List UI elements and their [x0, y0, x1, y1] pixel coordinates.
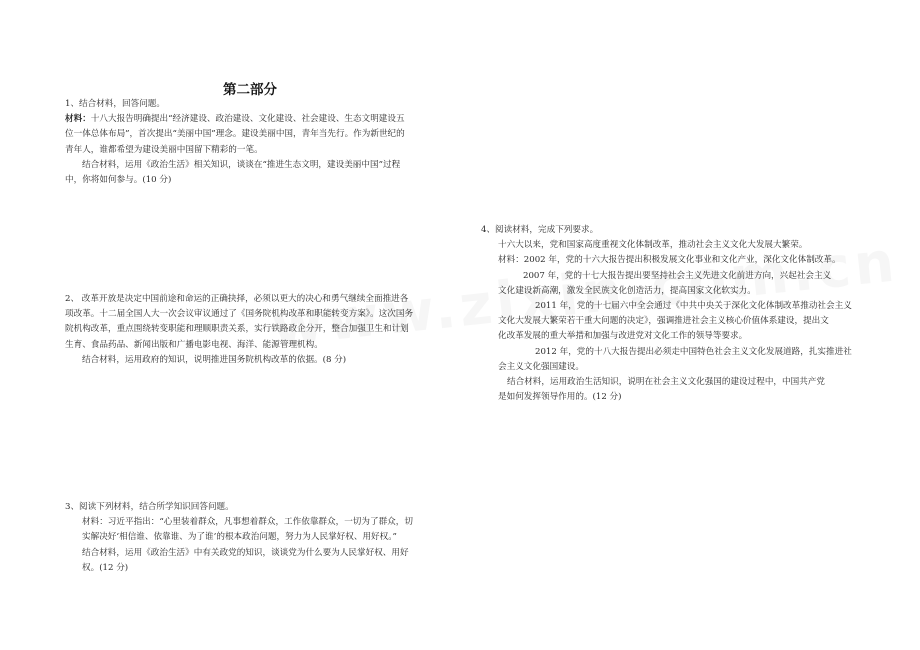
q3-line-3: 结合材料，运用《政治生活》中有关政党的知识，谈谈党为什么要为人民掌好权、用好 — [82, 547, 409, 558]
q1-material-line-2: 位一体总体布局”，首次提出“美丽中国”理念。建设美丽中国，青年当先行。作为新世纪的 — [65, 129, 405, 140]
q4-material-2002: 材料：2002 年，党的十六大报告提出积极发展文化事业和文化产业，深化文化体制改革。 — [498, 255, 841, 266]
q1-material-text: 十八大报告明确提出“经济建设、政治建设、文化建设、社会建设、生态文明建设五 — [90, 114, 405, 125]
q4-material-2012-line-2: 会主义文化强国建设。 — [498, 361, 584, 372]
q3-line-2: 实解决好‘相信谁、依靠谁、为了谁’的根本政治问题，努力为人民掌好权、用好权。” — [82, 532, 397, 543]
q1-material-label: 材料： — [65, 114, 91, 125]
section-title: 第二部分 — [223, 82, 277, 98]
question-2 — [65, 292, 413, 368]
question-3 — [65, 500, 413, 576]
q1-prompt-line-2: 中，你将如何参与。(10 分) — [65, 175, 172, 186]
q4-intro: 十六大以来，党和国家高度重视文化体制改革，推动社会主义文化大发展大繁荣。 — [498, 240, 808, 251]
q2-line-2: 项改革。十二届全国人大一次会议审议通过了《国务院机构改革和职能转变方案》。这次国务 — [65, 309, 414, 320]
q4-material-2012-line-1: 2012 年，党的十八大报告提出必须走中国特色社会主义文化发展道路，扎实推进社 — [535, 346, 852, 357]
q4-prompt-line-2: 是如何发挥领导作用的。(12 分) — [498, 392, 622, 403]
q4-material-2007-line-2: 文化建设新高潮，激发全民族文化创造活力，提高国家文化软实力。 — [498, 285, 756, 296]
q4-material-2011-line-3: 化改革发展的重大举措和加强与改进党对文化工作的领导等要求。 — [498, 331, 748, 342]
question-1 — [65, 97, 405, 188]
q3-heading: 3、阅读下列材料，结合所学知识回答问题。 — [65, 502, 234, 512]
q4-material-2007-line-1: 2007 年，党的十七大报告提出要坚持社会主义先进文化前进方向，兴起社会主义 — [523, 270, 832, 281]
q4-material-2011-line-2: 文化大发展大繁荣若干重大问题的决定》，强调推进社会主义核心价值体系建设，提出文 — [498, 316, 829, 327]
q4-material-2011-line-1: 2011 年，党的十七届六中全会通过《中共中央关于深化文化体制改革推动社会主义 — [535, 301, 852, 312]
q4-heading: 4、阅读材料，完成下列要求。 — [481, 225, 599, 235]
q2-prompt: 结合材料，运用政府的知识，说明推进国务院机构改革的依据。(8 分) — [82, 354, 347, 365]
q2-line-1: 2、 改革开放是决定中国前途和命运的正确抉择，必须以更大的决心和勇气继续全面推进各 — [65, 294, 409, 304]
q2-line-3: 院机构改革，重点围绕转变职能和理顺职责关系，实行铁路政企分开，整合加强卫生和计划 — [65, 324, 409, 335]
q1-material-line-1 — [65, 112, 405, 127]
q4-prompt-line-1: 结合材料，运用政治生活知识，说明在社会主义文化强国的建设过程中，中国共产党 — [507, 377, 825, 388]
q1-prompt-line-1: 结合材料，运用《政治生活》相关知识，谈谈在“推进生态文明，建设美丽中国”过程 — [82, 159, 401, 170]
q2-line-4: 生育、食品药品、新闻出版和广播电影电视、海洋、能源管理机构。 — [65, 339, 323, 350]
q1-material-line-3: 青年人，谁都希望为建设美丽中国留下精彩的一笔。 — [65, 144, 263, 155]
question-4 — [481, 223, 852, 405]
q1-heading: 1、结合材料，回答问题。 — [65, 99, 165, 109]
q3-line-1: 材料：习近平指出：“心里装着群众，凡事想着群众，工作依靠群众，一切为了群众，切 — [82, 517, 413, 528]
q3-line-4: 权。(12 分) — [82, 562, 129, 573]
